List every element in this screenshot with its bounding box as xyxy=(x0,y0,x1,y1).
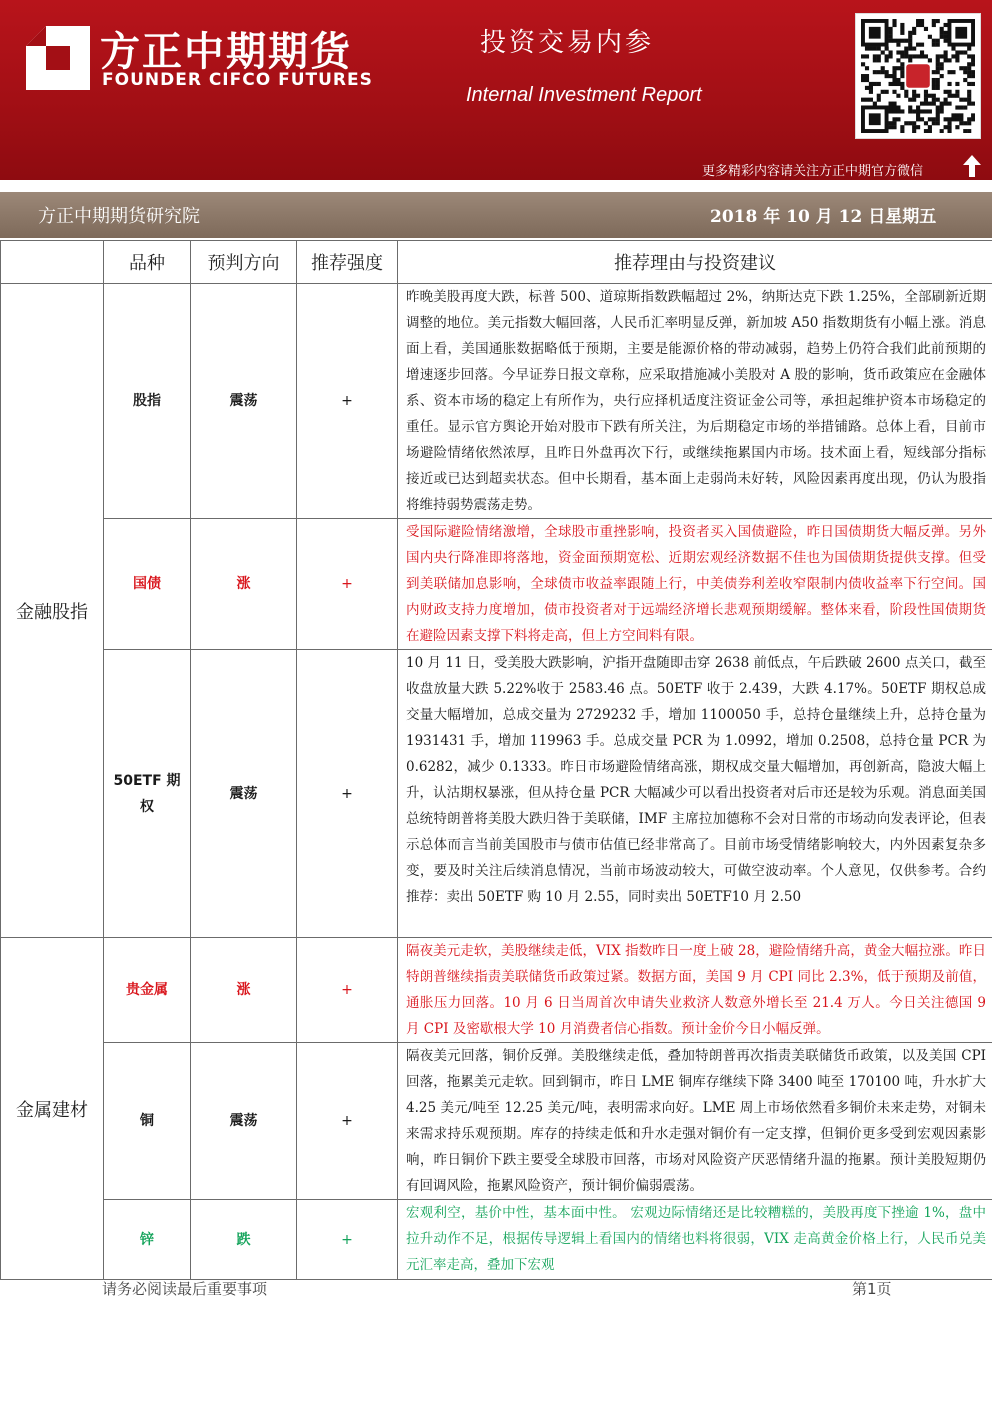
strength-value: + xyxy=(297,1200,398,1280)
qr-code-icon xyxy=(861,19,975,133)
company-logo-icon xyxy=(26,26,90,90)
table-row xyxy=(1,938,992,1043)
sector-financial: 金融股指 xyxy=(1,284,104,938)
recommendation-table-wrap xyxy=(0,240,992,1280)
product-name: 铜 xyxy=(104,1043,191,1200)
reason-text: 隔夜美元回落，铜价反弹。美股继续走低，叠加特朗普再次指责美联储货币政策，以及美国 CPI 回落，拖累美元走软。回到铜市，昨日 LME 铜库存继续下降 3400 吨至 170100 吨，升水扩大 4.25 美元/吨至 12.25 美元/吨，表明需求向好。LME 周上市场依然看多铜价未来走势，对铜未来需求持乐观预期。库存的持续走低和升水走强对铜价有一定支撑，但铜价更多受到宏观因素影响，昨日铜价下跌主要受全球股市回落，市场对风险资产厌恶情绪升温的拖累。预计美股短期仍有回调风险，拖累风险资产，预计铜价偏弱震荡。 xyxy=(398,1043,992,1200)
direction-value: 涨 xyxy=(191,938,297,1043)
strength-value: + xyxy=(297,938,398,1043)
brand-name-cn: 方正中期期货 xyxy=(100,29,352,75)
report-date: 2018 年 10 月 12 日星期五 xyxy=(710,207,937,227)
table-row xyxy=(1,519,992,650)
reason-text: 受国际避险情绪激增，全球股市重挫影响，投资者买入国债避险，昨日国债期货大幅反弹。另外国内央行降准即将落地，资金面预期宽松、近期宏观经济数据不佳也为国债期货提供支撑。但受到美联储加息影响，全球债市收益率跟随上行，中美债券利差收窄限制内债收益率下行空间。国内财政支持力度增加，债市投资者对于远端经济增长悲观预期缓解。整体来看，阶段性国债期货在避险因素支撑下料将走高，但上方空间料有限。 xyxy=(398,519,992,650)
page-number: 第1页 xyxy=(852,1280,892,1298)
sector-metals: 金属建材 xyxy=(1,938,104,1280)
direction-value: 跌 xyxy=(191,1200,297,1280)
reason-text: 10 月 11 日，受美股大跌影响，沪指开盘随即击穿 2638 前低点，午后跌破 2600 点关口，截至收盘放量大跌 5.22%收于 2583.46 点。50ETF 收于 2.439，大跌 4.17%。50ETF 期权总成交量大幅增加，总成交量为 2729232 手，增加 1100050 手，总持仓量继续上升，总持仓量为 1931431 手，增加 119963 手。总成交量 PCR 为 1.0992，增加 0.2508，总持仓量 PCR 为 0.6282，减少 0.1333。昨日市场避险情绪高涨，期权成交量大幅增加，再创新高，隐波大幅上升，认沽期权暴涨，但从持仓量 PCR 大幅减少可以看出投资者对后市还是较为乐观。消息面美国总统特朗普将美股大跌归咎于美联储，IMF 主席拉加德称不会对日常的市场动向发表评论，但表示总体而言当前美国股市与债市估值已经非常高了。目前市场受情绪影响较大，内外因素复杂多变，要及时关注后续消息情况，当前市场波动较大，可做空波动率。个人意见，仅供参考。合约推荐：卖出 50ETF 购 10 月 2.55，同时卖出 50ETF10 月 2.50 xyxy=(398,650,992,938)
arrow-up-icon xyxy=(962,154,982,178)
direction-value: 震荡 xyxy=(191,1043,297,1200)
strength-value: + xyxy=(297,1043,398,1200)
report-title-en: Internal Investment Report xyxy=(466,84,702,106)
strength-value: + xyxy=(297,519,398,650)
reason-text: 隔夜美元走软，美股继续走低，VIX 指数昨日一度上破 28，避险情绪升高，黄金大幅拉涨。昨日特朗普继续指责美联储货币政策过紧。数据方面，美国 9 月 CPI 同比 2.3%，低于预期及前值，通胀压力回落。10 月 6 日当周首次申请失业救济人数意外增长至 21.4 万人。今日关注德国 9 月 CPI 及密歇根大学 10 月消费者信心指数。预计金价今日小幅反弹。 xyxy=(398,938,992,1043)
wechat-qr-code[interactable] xyxy=(855,13,981,139)
table-row xyxy=(1,1200,992,1280)
product-name: 股指 xyxy=(104,284,191,519)
recommendation-table xyxy=(0,240,992,1280)
direction-value: 震荡 xyxy=(191,284,297,519)
table-row xyxy=(1,1043,992,1200)
direction-value: 震荡 xyxy=(191,650,297,938)
reason-text: 昨晚美股再度大跌，标普 500、道琼斯指数跌幅超过 2%，纳斯达克下跌 1.25%，全部刷新近期调整的地位。美元指数大幅回落，人民币汇率明显反弹，新加坡 A50 指数期货有小幅上涨。消息面上看，美国通胀数据略低于预期，主要是能源价格的带动减弱，趋势上仍符合我们此前预期的增速逐步回落。今早证券日报文章称，应采取措施减小美股对 A 股的影响，货币政策应在金融体系、资本市场的稳定上有所作为，央行应择机适度注资证金公司等，承担起维护资本市场稳定的重任。显示官方舆论开始对股市下跌有所关注，为后期稳定市场的举措铺路。总体上看，目前市场避险情绪依然浓厚，且昨日外盘再次下行，或继续拖累国内市场。技术面上看，短线部分指标接近或已达到超卖状态。但中长期看，基本面上走弱尚未好转，风险因素再度出现，仍认为股指将维持弱势震荡走势。 xyxy=(398,284,992,519)
header-strength: 推荐强度 xyxy=(297,241,398,284)
header-direction: 预判方向 xyxy=(191,241,297,284)
report-title-cn: 投资交易内参 xyxy=(480,28,655,58)
footer-notice: 请务必阅读最后重要事项 xyxy=(102,1280,268,1298)
table-row xyxy=(1,650,992,938)
direction-value: 涨 xyxy=(191,519,297,650)
follow-wechat-text: 更多精彩内容请关注方正中期官方微信 xyxy=(702,164,924,179)
product-name: 50ETF 期权 xyxy=(104,650,191,938)
product-name: 国债 xyxy=(104,519,191,650)
table-header-row xyxy=(1,241,992,284)
product-name: 贵金属 xyxy=(104,938,191,1043)
institute-band xyxy=(0,192,992,238)
brand-name-en: FOUNDER CIFCO FUTURES xyxy=(102,70,373,90)
institute-name: 方正中期期货研究院 xyxy=(38,206,200,227)
strength-value: + xyxy=(297,284,398,519)
strength-value: + xyxy=(297,650,398,938)
header-product: 品种 xyxy=(104,241,191,284)
report-header xyxy=(0,0,992,180)
table-row xyxy=(1,284,992,519)
product-name: 锌 xyxy=(104,1200,191,1280)
reason-text: 宏观利空，基价中性，基本面中性。 宏观边际情绪还是比较糟糕的，美股再度下挫逾 1%，盘中拉升动作不足，根据传导逻辑上看国内的情绪也料将很弱，VIX 走高黄金价格上行，人民币兑美元汇率走高，叠加下宏观 xyxy=(398,1200,992,1280)
header-reason: 推荐理由与投资建议 xyxy=(398,241,992,284)
header-sector xyxy=(1,241,104,284)
